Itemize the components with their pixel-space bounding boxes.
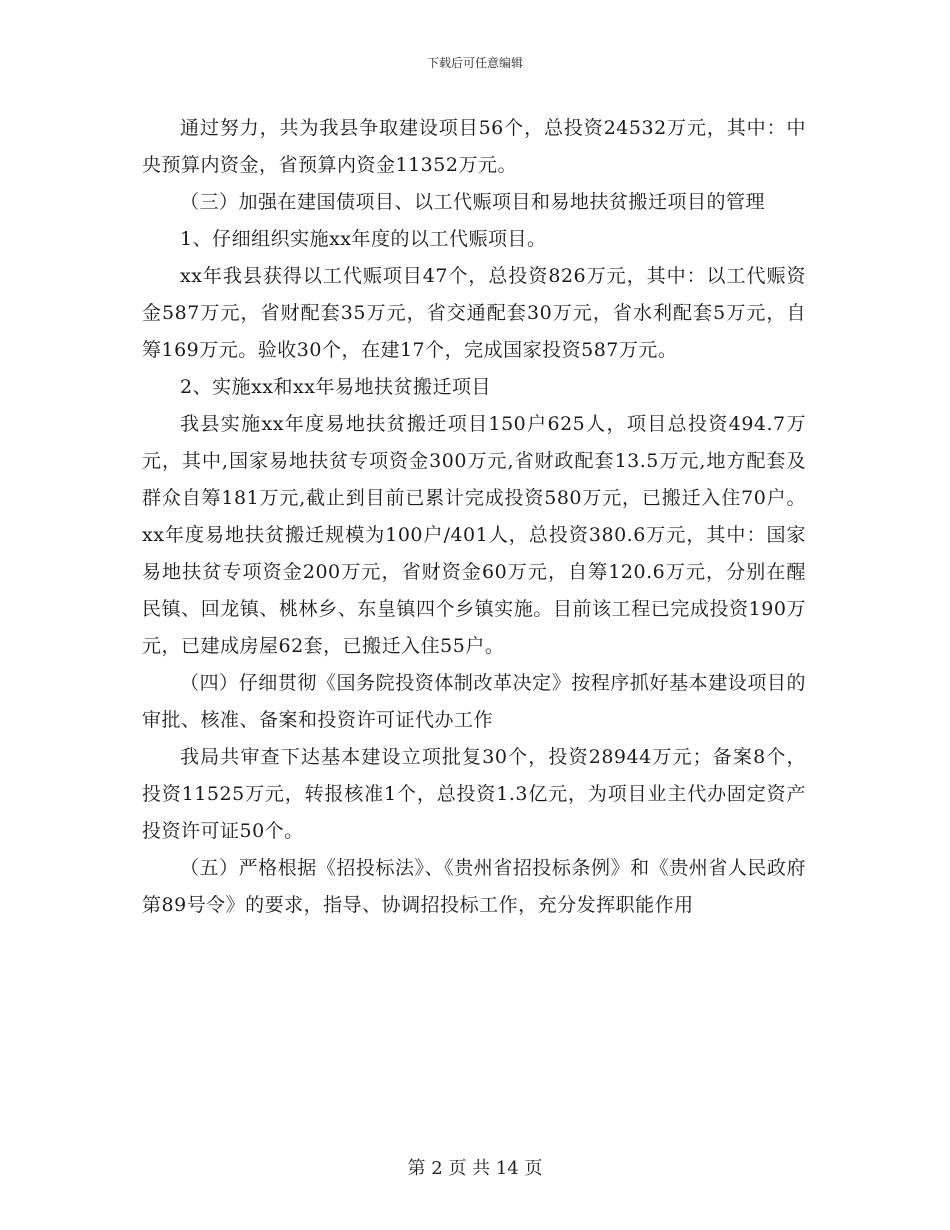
paragraph-3-subheading: 1、仔细组织实施xx年度的以工代赈项目。 — [180, 228, 547, 250]
page-header-note: 下载后可任意编辑 — [426, 56, 523, 70]
paragraph-6: 我县实施xx年度易地扶贫搬迁项目150户625人，项目总投资494.7万元，其中,国家易地扶贫专项资金300万元,省财政配套13.5万元,地方配套及群众自筹181万元,截止到目前已累计完成投资580万元，已搬迁入住70户。xx年度易地扶贫搬迁规模为100户/401人，总投资380.6万元，其中：国家易地扶贫专项资金200万元，省财资金60万元，自筹120.6万元，分别在醒民镇、回龙镇、桃林乡、东皇镇四个乡镇实施。目前该工程已完成投资190万元，已建成房屋62套，已搬迁入住55户。 — [142, 413, 806, 657]
paragraph-5-subheading: 2、实施xx和xx年易地扶贫搬迁项目 — [180, 376, 491, 398]
paragraph-7-heading: （四）仔细贯彻《国务院投资体制改革决定》按程序抓好基本建设项目的审批、核准、备案和投资许可证代办工作 — [142, 672, 806, 731]
page-number: 第 2 页 共 14 页 — [407, 1158, 543, 1179]
paragraph-1: 通过努力，共为我县争取建设项目56个，总投资24532万元，其中：中央预算内资金，省预算内资金11352万元。 — [142, 117, 806, 176]
paragraph-9-heading: （五）严格根据《招投标法》、《贵州省招投标条例》和《贵州省人民政府第89号令》的要求，指导、协调招投标工作，充分发挥职能作用 — [142, 857, 806, 916]
paragraph-4: xx年我县获得以工代赈项目47个，总投资826万元，其中：以工代赈资金587万元，省财配套35万元，省交通配套30万元，省水利配套5万元，自筹169万元。验收30个，在建17个，完成国家投资587万元。 — [142, 265, 806, 361]
document-body — [142, 110, 806, 924]
paragraph-2-heading: （三）加强在建国债项目、以工代赈项目和易地扶贫搬迁项目的管理 — [180, 191, 766, 213]
paragraph-8: 我局共审查下达基本建设立项批复30个，投资28944万元；备案8个，投资11525万元，转报核准1个，总投资1.3亿元，为项目业主代办固定资产投资许可证50个。 — [142, 746, 806, 842]
